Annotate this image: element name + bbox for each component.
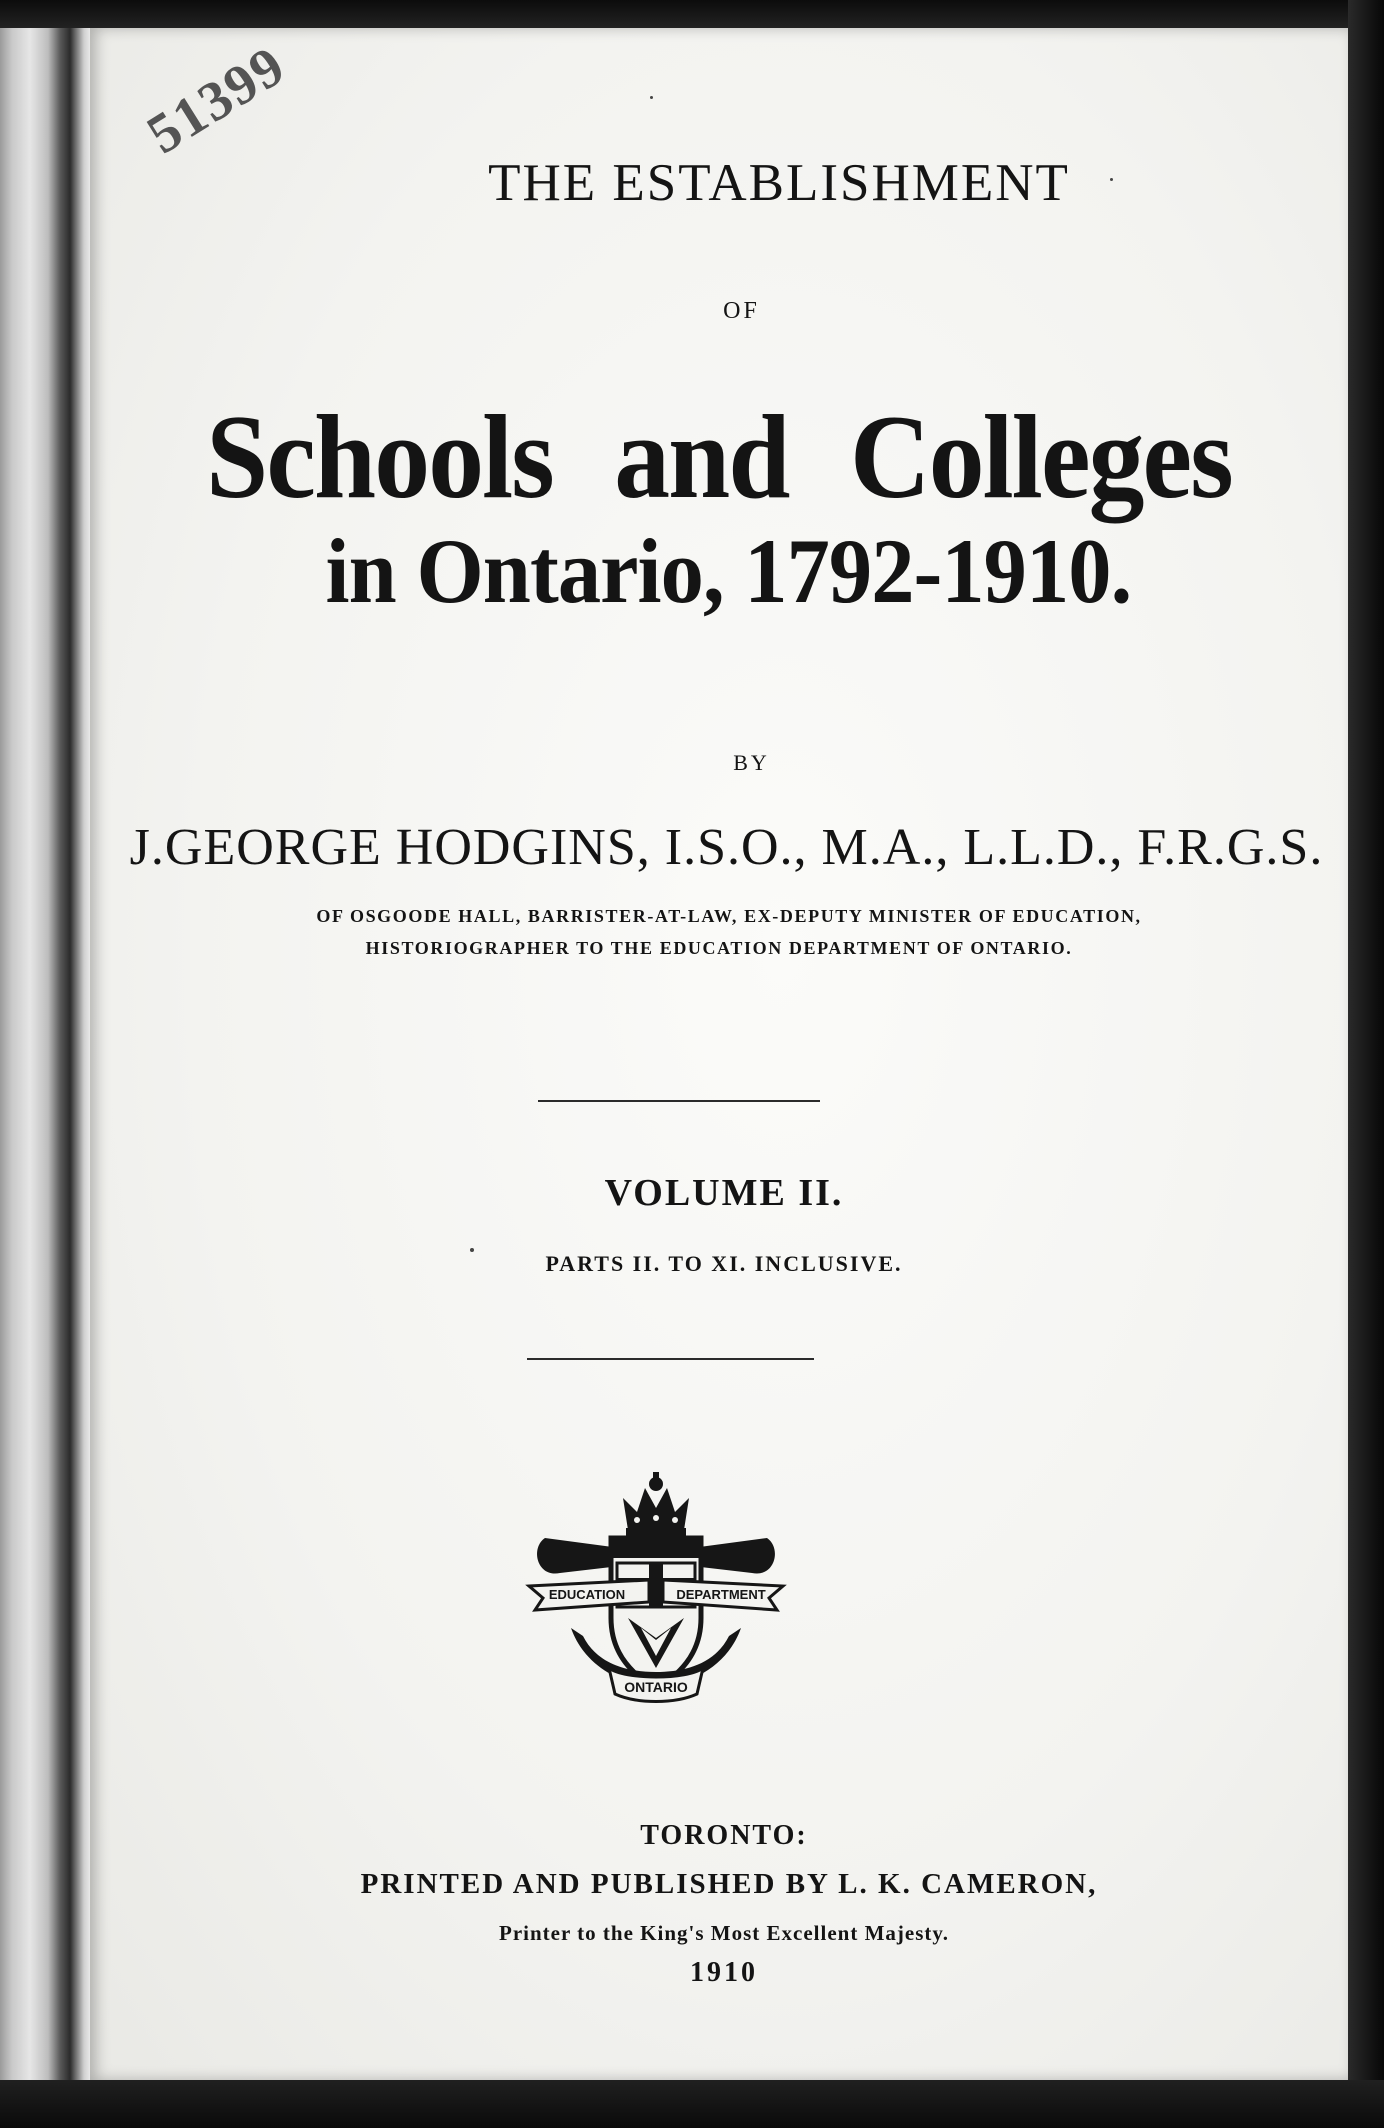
title-page [90,28,1348,2080]
crown-icon [623,1472,689,1536]
scan-right-border [1348,0,1384,2128]
author-name: J.GEORGE HODGINS, I.S.O., M.A., L.L.D., F.R.G.S. [129,819,1324,876]
accession-number-stamp: 51399 [136,34,297,167]
title-connector: OF [723,298,760,324]
scan-bottom-border [0,2080,1384,2128]
title-line-1: THE ESTABLISHMENT [488,154,1070,212]
publication-city: TORONTO: [640,1820,808,1851]
banner-bottom-text: ONTARIO [624,1679,688,1695]
paper-speck [470,1248,474,1252]
banner-right-text: DEPARTMENT [676,1587,766,1602]
author-credentials-line-2: HISTORIOGRAPHER TO THE EDUCATION DEPARTMENT OF ONTARIO. [365,938,1073,958]
paper-speck [1110,178,1113,181]
book-binding-edge [0,28,90,2080]
publication-year: 1910 [690,1957,758,1988]
shield-icon [611,1538,701,1690]
printer-line: Printer to the King's Most Excellent Majesty. [499,1921,949,1945]
divider-rule-top [538,1100,820,1102]
education-department-emblem-icon [525,1468,787,1708]
divider-rule-bottom [527,1358,814,1360]
scan-top-border [0,0,1384,28]
publisher-line: PRINTED AND PUBLISHED BY L. K. CAMERON, [360,1868,1098,1900]
author-credentials-line-1: OF OSGOODE HALL, BARRISTER-AT-LAW, EX-DEPUTY MINISTER OF EDUCATION, [316,906,1142,926]
main-title: Schools and Colleges [206,390,1232,523]
by-label: BY [733,750,770,775]
banner-left-text: EDUCATION [548,1587,626,1602]
volume-label: VOLUME II. [604,1172,844,1214]
subtitle: in Ontario, 1792-1910. [325,520,1132,622]
paper-speck [650,96,653,99]
parts-label: PARTS II. TO XI. INCLUSIVE. [545,1251,903,1276]
